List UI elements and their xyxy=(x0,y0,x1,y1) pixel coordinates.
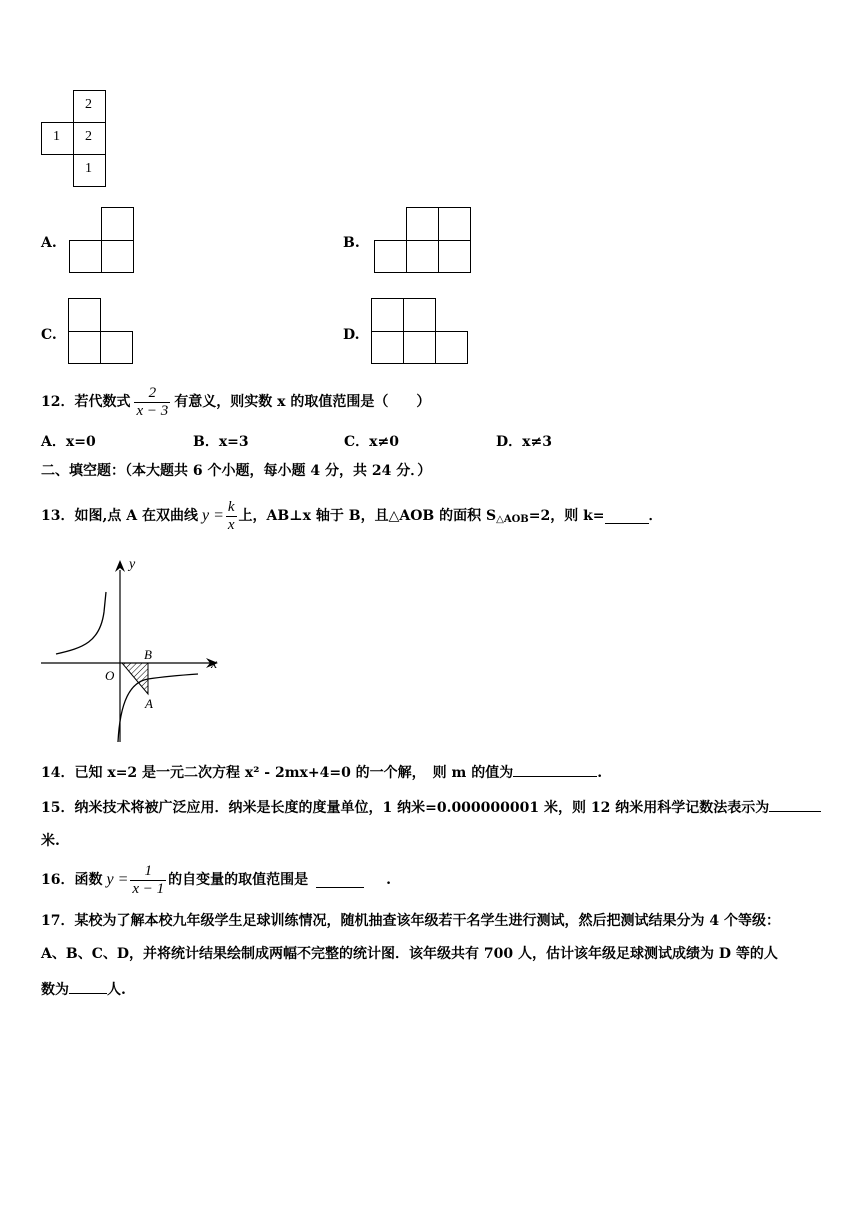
q13-frac-num: k xyxy=(227,498,235,515)
net-label-bottom: 1 xyxy=(85,161,92,176)
q12-number: 12． xyxy=(41,394,75,410)
q12-option-d: D．x≠3 xyxy=(496,434,552,450)
net-label-top: 2 xyxy=(85,97,92,112)
q16-prefix: 函数 xyxy=(74,872,103,888)
option-a-label: A. xyxy=(41,235,57,251)
q17-answer-blank xyxy=(69,979,107,994)
q15-answer-blank xyxy=(769,797,821,812)
q14-end: . xyxy=(597,765,603,781)
option-d-label: D. xyxy=(343,327,360,343)
hyperbola-branch-right xyxy=(118,674,198,742)
q17-line1 xyxy=(41,912,780,930)
option-b-label: B. xyxy=(343,235,360,251)
q13-prefix: 如图,点 A 在双曲线 xyxy=(74,508,198,524)
q17-line3-prefix: 数为 xyxy=(41,982,69,998)
q17-line1-text: 某校为了解本校九年级学生足球训练情况，随机抽查该年级若干名学生进行测试，然后把测试结果分为 4 个等级： xyxy=(74,913,780,929)
net-label-left: 1 xyxy=(53,129,60,144)
q13-answer-blank xyxy=(605,509,649,524)
question-14 xyxy=(41,762,602,782)
q12-option-b: B．x=3 xyxy=(193,434,249,450)
q17-number: 17． xyxy=(41,913,75,929)
q13-frac-den: x xyxy=(227,516,235,533)
option-c-label: C. xyxy=(41,327,57,343)
q13-fraction xyxy=(226,499,237,534)
q12-option-c: C．x≠0 xyxy=(344,434,399,450)
q15-line2: 米. xyxy=(41,833,60,849)
net-label-center: 2 xyxy=(85,129,92,144)
q16-frac-den: x − 1 xyxy=(132,880,165,897)
axis-y-label: y xyxy=(129,557,136,572)
q12-prefix: 若代数式 xyxy=(74,394,131,410)
question-12 xyxy=(41,382,430,422)
q15-text: 纳米技术将被广泛应用．纳米是长度的度量单位，1 纳米=0.000000001 米，则 12 纳米用科学记数法表示为 xyxy=(74,800,770,816)
q13-end: ． xyxy=(648,508,663,524)
q14-text: 已知 x=2 是一元二次方程 x² - 2mx+4=0 的一个解， 则 m 的值为 xyxy=(74,765,514,781)
q14-answer-blank xyxy=(513,762,597,777)
section-heading: 二、填空题：（本大题共 6 个小题，每小题 4 分，共 24 分．） xyxy=(41,463,432,479)
point-b-label: B xyxy=(144,647,152,662)
q12-fraction xyxy=(134,385,170,420)
q13-middle: 上，AB⊥x 轴于 B，且△AOB 的面积 S xyxy=(238,508,497,524)
q13-number: 13． xyxy=(41,508,75,524)
q17-line3-end: 人. xyxy=(107,982,126,998)
q12-frac-num: 2 xyxy=(134,385,170,403)
q16-fraction xyxy=(130,863,166,898)
point-a-label: A xyxy=(145,696,153,711)
q12-suffix: 有意义，则实数 x 的取值范围是（ ） xyxy=(174,394,431,410)
q16-y-eq: y = xyxy=(106,871,129,888)
q17-line3 xyxy=(41,979,126,999)
triangle-aob xyxy=(122,663,148,694)
q13-subscript: △AOB xyxy=(496,514,529,525)
hyperbola-branch-left xyxy=(56,592,106,654)
q15-number: 15． xyxy=(41,800,75,816)
q16-number: 16． xyxy=(41,872,75,888)
origin-label: O xyxy=(105,668,115,683)
q14-number: 14． xyxy=(41,765,75,781)
q16-suffix: 的自变量的取值范围是 xyxy=(168,872,309,888)
question-16 xyxy=(41,860,391,900)
axis-x-label: x xyxy=(211,657,218,672)
q12-frac-den: x − 3 xyxy=(136,402,169,419)
q16-end: . xyxy=(386,872,392,888)
hyperbola-graph xyxy=(38,552,228,744)
question-13 xyxy=(41,496,663,536)
q13-y-eq: y = xyxy=(201,507,224,524)
q17-line2: A、B、C、D，并将统计结果绘制成两幅不完整的统计图．该年级共有 700 人，估计该年级足球测试成绩为 D 等的人 xyxy=(41,946,778,962)
q16-frac-num: 1 xyxy=(130,863,166,881)
q13-suffix: =2，则 k= xyxy=(528,508,605,524)
q12-option-a: A．x=0 xyxy=(41,434,96,450)
question-15 xyxy=(41,797,821,817)
q16-answer-blank xyxy=(316,873,364,888)
